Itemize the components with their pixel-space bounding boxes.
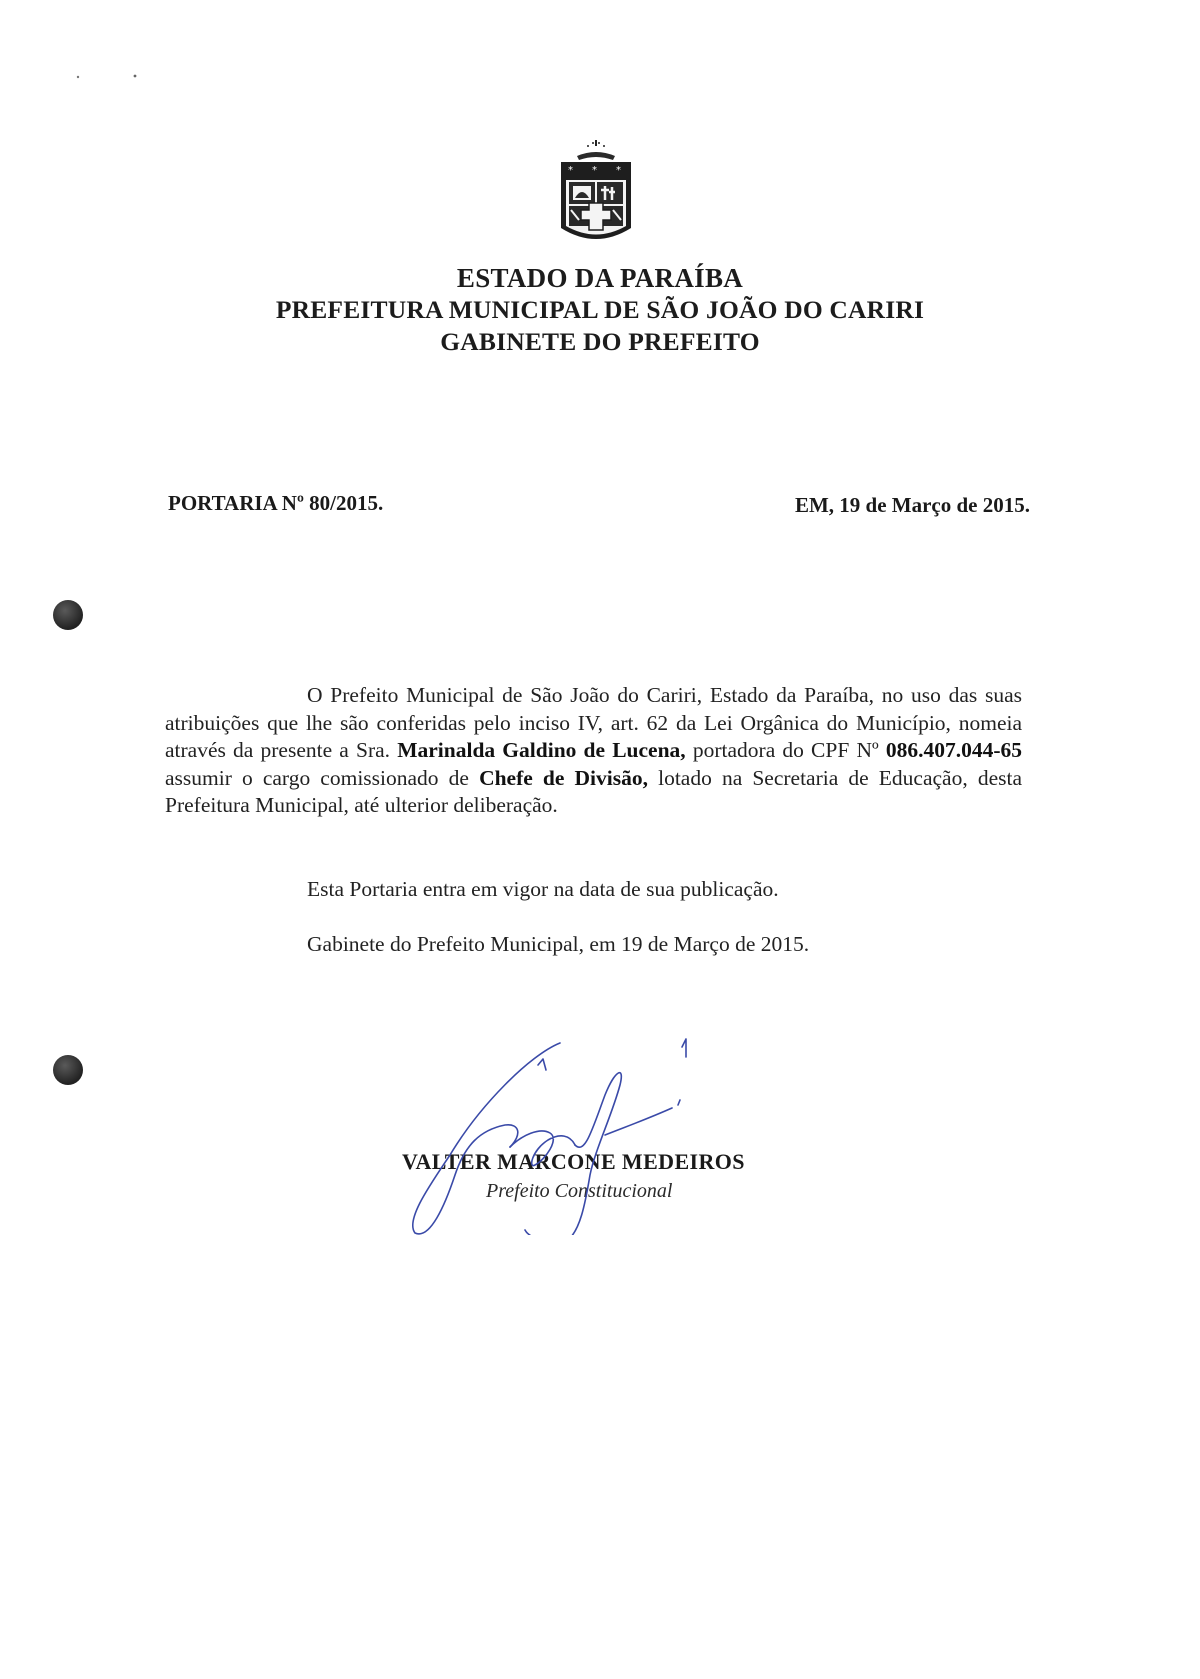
- paragraph-text: assumir o cargo comissionado de: [165, 765, 469, 790]
- signatory-title: Prefeito Constitucional: [486, 1180, 673, 1202]
- svg-text:*: *: [592, 165, 597, 176]
- portaria-date: EM, 19 de Março de 2015.: [794, 493, 1030, 517]
- cpf-number: 086.407.044-65: [885, 738, 1023, 762]
- main-paragraph: [165, 682, 1022, 820]
- municipality-name: PREFEITURA MUNICIPAL DE SÃO JOÃO DO CARIRI: [275, 295, 925, 324]
- scan-speck: [75, 74, 145, 80]
- handwritten-signature: [410, 1035, 730, 1235]
- effective-clause: Esta Portaria entra em vigor na data de sua publicação.: [307, 877, 779, 901]
- letterhead: [0, 262, 1200, 358]
- paragraph-text: O Prefeito Municipal de São João do Cariri, Estado da Paraíba, no uso das suas atribuições que lhe são conferidas pelo inciso IV, art. 62 da Lei Orgânica do Município, nomeia através da presente a Sra.: [165, 683, 1022, 762]
- punch-hole-mark: [53, 1055, 83, 1085]
- portaria-number: PORTARIA Nº 80/2015.: [168, 491, 384, 515]
- office-name: GABINETE DO PREFEITO: [440, 327, 760, 356]
- svg-text:*: *: [616, 165, 621, 176]
- paragraph-text: lotado na Secretaria de Educação, desta Prefeitura Municipal, até ulterior deliberação.: [165, 765, 1022, 817]
- role-name: Chefe de Divisão,: [479, 765, 648, 790]
- signatory-name: VALTER MARCONE MEDEIROS: [402, 1149, 745, 1174]
- appointee-name: Marinalda Galdino de Lucena,: [397, 738, 686, 762]
- punch-hole-mark: [53, 600, 83, 630]
- coat-of-arms-icon: [555, 140, 637, 255]
- svg-text:*: *: [568, 165, 573, 176]
- closing-line: Gabinete do Prefeito Municipal, em 19 de Março de 2015.: [307, 932, 810, 956]
- paragraph-text: portadora do CPF Nº: [692, 738, 879, 762]
- state-name: ESTADO DA PARAÍBA: [456, 263, 744, 293]
